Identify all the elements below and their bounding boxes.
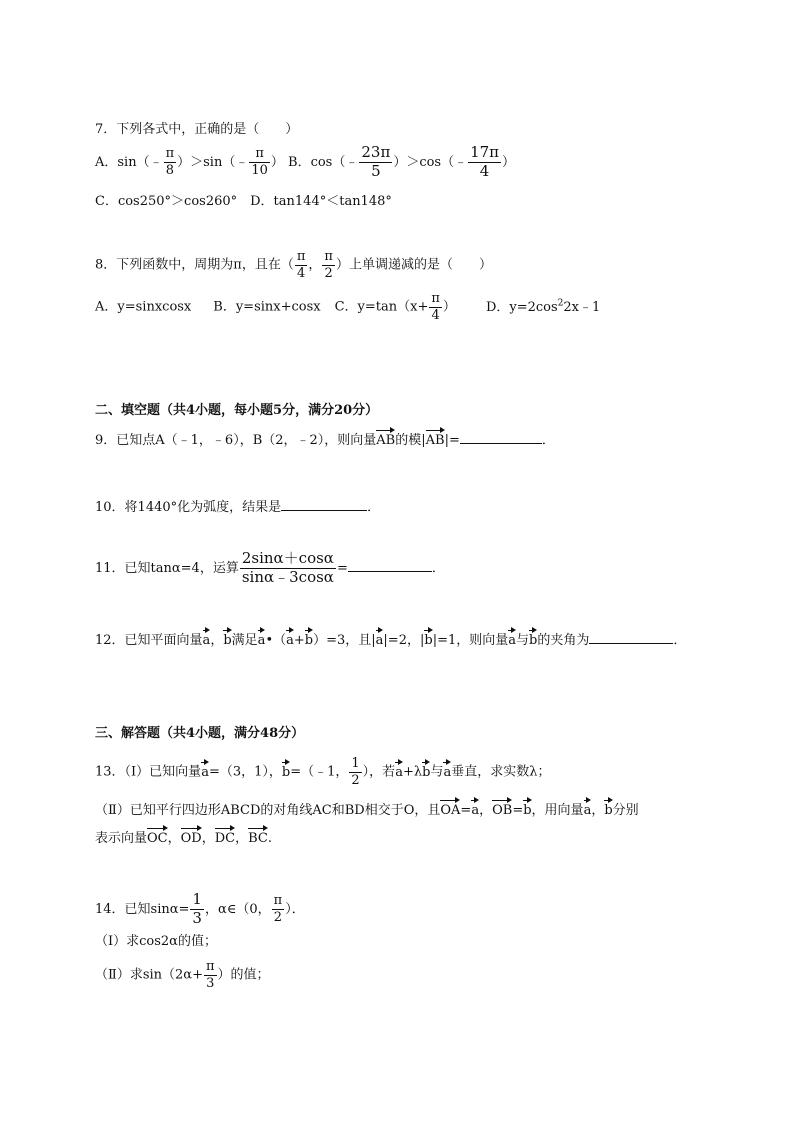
vector-a: a xyxy=(395,760,403,779)
q14-part-ii: （Ⅱ）求sin（2α+ $\frac{\pi}{3}$ ）的值； xyxy=(95,959,270,991)
q14-part-i: （Ⅰ）求cos2α的值； xyxy=(95,934,217,949)
vector-b: b xyxy=(422,760,430,779)
vector-dc: DC xyxy=(215,826,235,845)
q7-a-label: A．sin（﹣ xyxy=(95,154,163,170)
vector-b: b xyxy=(424,628,432,647)
vector-b: b xyxy=(529,628,537,647)
section-3-title: 三、解答题（共4小题，满分48分） xyxy=(95,726,305,741)
q8-frac-pi4: $\frac{\pi}{4}$ xyxy=(296,249,306,281)
q13-part-ii-continued: 表示向量OC，OD，DC，BC. xyxy=(95,826,272,845)
vector-a: a xyxy=(471,798,479,817)
q8-options: A．y=sinxcosx B．y=sinx+cosx C．y=tan（x+ $\frac{\pi}{4}$ ） D．$y=2\cos^22x﹣1$ xyxy=(95,291,601,323)
vector-oa: OA xyxy=(440,798,460,817)
q14-frac-third: $\frac{1}{3}$ xyxy=(192,890,202,927)
q8-c-frac: $\frac{\pi}{4}$ xyxy=(431,291,440,323)
q13-part-ii: （Ⅱ）已知平行四边形ABCD的对角线AC和BD相交于O，且OA=a，OB=b，用向量a，b分别 xyxy=(95,798,639,817)
q7-b-frac2: $\frac{17\pi}{4}$ xyxy=(470,143,500,180)
vector-b: b xyxy=(604,798,612,817)
q8-option-d: D．$y=2\cos^22x﹣1$ xyxy=(485,298,601,315)
section-2-title: 二、填空题（共4小题，每小题5分，满分20分） xyxy=(95,403,379,418)
vector-b: b xyxy=(523,798,531,817)
q7-options-ab: A．sin（﹣ $\frac{\pi}{8}$ ）＞sin（﹣ $\frac{\pi}{10}$ ） B．cos（﹣ $\frac{23\pi}{5}$ ）＞cos（﹣ $\frac{17\pi}{4}$ ） xyxy=(95,143,516,180)
q13-part-i: 13．（Ⅰ）已知向量a=（3，1），b=（﹣1， $\frac{1}{2}$ ），若a+λb与a垂直，求实数λ； xyxy=(95,756,551,788)
vector-ob: OB xyxy=(492,798,512,817)
vector-od: OD xyxy=(181,826,202,845)
vector-a: a xyxy=(203,628,211,647)
vector-oc: OC xyxy=(147,826,168,845)
q8-option-a: A．y=sinxcosx xyxy=(95,299,192,315)
vector-a: a xyxy=(201,760,209,779)
q7-a-frac2: $\frac{\pi}{10}$ xyxy=(251,146,268,178)
vector-a: a xyxy=(376,628,384,647)
q9: 9．已知点A（﹣1，﹣6），B（2，﹣2），则向量AB的模|AB|= ． xyxy=(95,428,555,447)
q10-answer-blank[interactable] xyxy=(281,498,367,511)
vector-a: a xyxy=(443,760,451,779)
vector-bc: BC xyxy=(248,826,268,845)
vector-b: b xyxy=(305,628,313,647)
q7-b-frac1: $\frac{23\pi}{5}$ xyxy=(361,143,391,180)
vector-a: a xyxy=(258,628,266,647)
q10: 10．将1440°化为弧度，结果是 ． xyxy=(95,500,381,515)
q13-frac-half: $\frac{1}{2}$ xyxy=(351,756,360,788)
vector-b: b xyxy=(223,628,231,647)
q14-frac-pi2: $\frac{\pi}{2}$ xyxy=(273,893,283,925)
q14-stem: 14．已知sinα= $\frac{1}{3}$ ，α∈（0， $\frac{\pi}{2}$ ）． xyxy=(95,890,305,927)
q12: 12．已知平面向量a，b满足a•（a+b）=3，且|a|=2，|b|=1，则向量a与b的夹角为 ． xyxy=(95,628,686,647)
q7-b-label: ） B．cos（﹣ xyxy=(270,154,359,170)
q8-stem: 8．下列函数中，周期为π，且在（ $\frac{\pi}{4}$ ， $\frac{\pi}{2}$ ）上单调递减的是（ ） xyxy=(95,249,492,281)
vector-b: b xyxy=(282,760,290,779)
vector-ab: AB xyxy=(376,428,395,447)
q11: 11．已知tanα=4，运算 $\frac{2\sin\alpha+\cos\alpha}{\sin\alpha﹣3\cos\alpha}$ = ． xyxy=(95,549,445,586)
q14-ii-frac: $\frac{\pi}{3}$ xyxy=(205,959,215,991)
vector-a: a xyxy=(508,628,516,647)
q8-option-c: C．y=tan（x+ xyxy=(334,299,429,315)
q7-stem: 7．下列各式中，正确的是（ ） xyxy=(95,122,299,137)
q9-answer-blank[interactable] xyxy=(460,431,542,444)
q8-frac-pi2: $\frac{\pi}{2}$ xyxy=(324,249,333,281)
vector-ab-abs: AB xyxy=(426,428,445,447)
q12-answer-blank[interactable] xyxy=(589,631,673,644)
vector-a: a xyxy=(584,798,592,817)
q7-options-cd: C．cos250°＞cos260° D．tan144°＜tan148° xyxy=(95,194,392,209)
q11-fraction: $\frac{2\sin\alpha+\cos\alpha}{\sin\alpha﹣3\cos\alpha}$ xyxy=(241,549,334,586)
q8-option-b: B．y=sinx+cosx xyxy=(213,299,321,315)
q11-answer-blank[interactable] xyxy=(348,559,432,572)
q7-a-frac1: $\frac{\pi}{8}$ xyxy=(165,146,175,178)
vector-a: a xyxy=(286,628,294,647)
